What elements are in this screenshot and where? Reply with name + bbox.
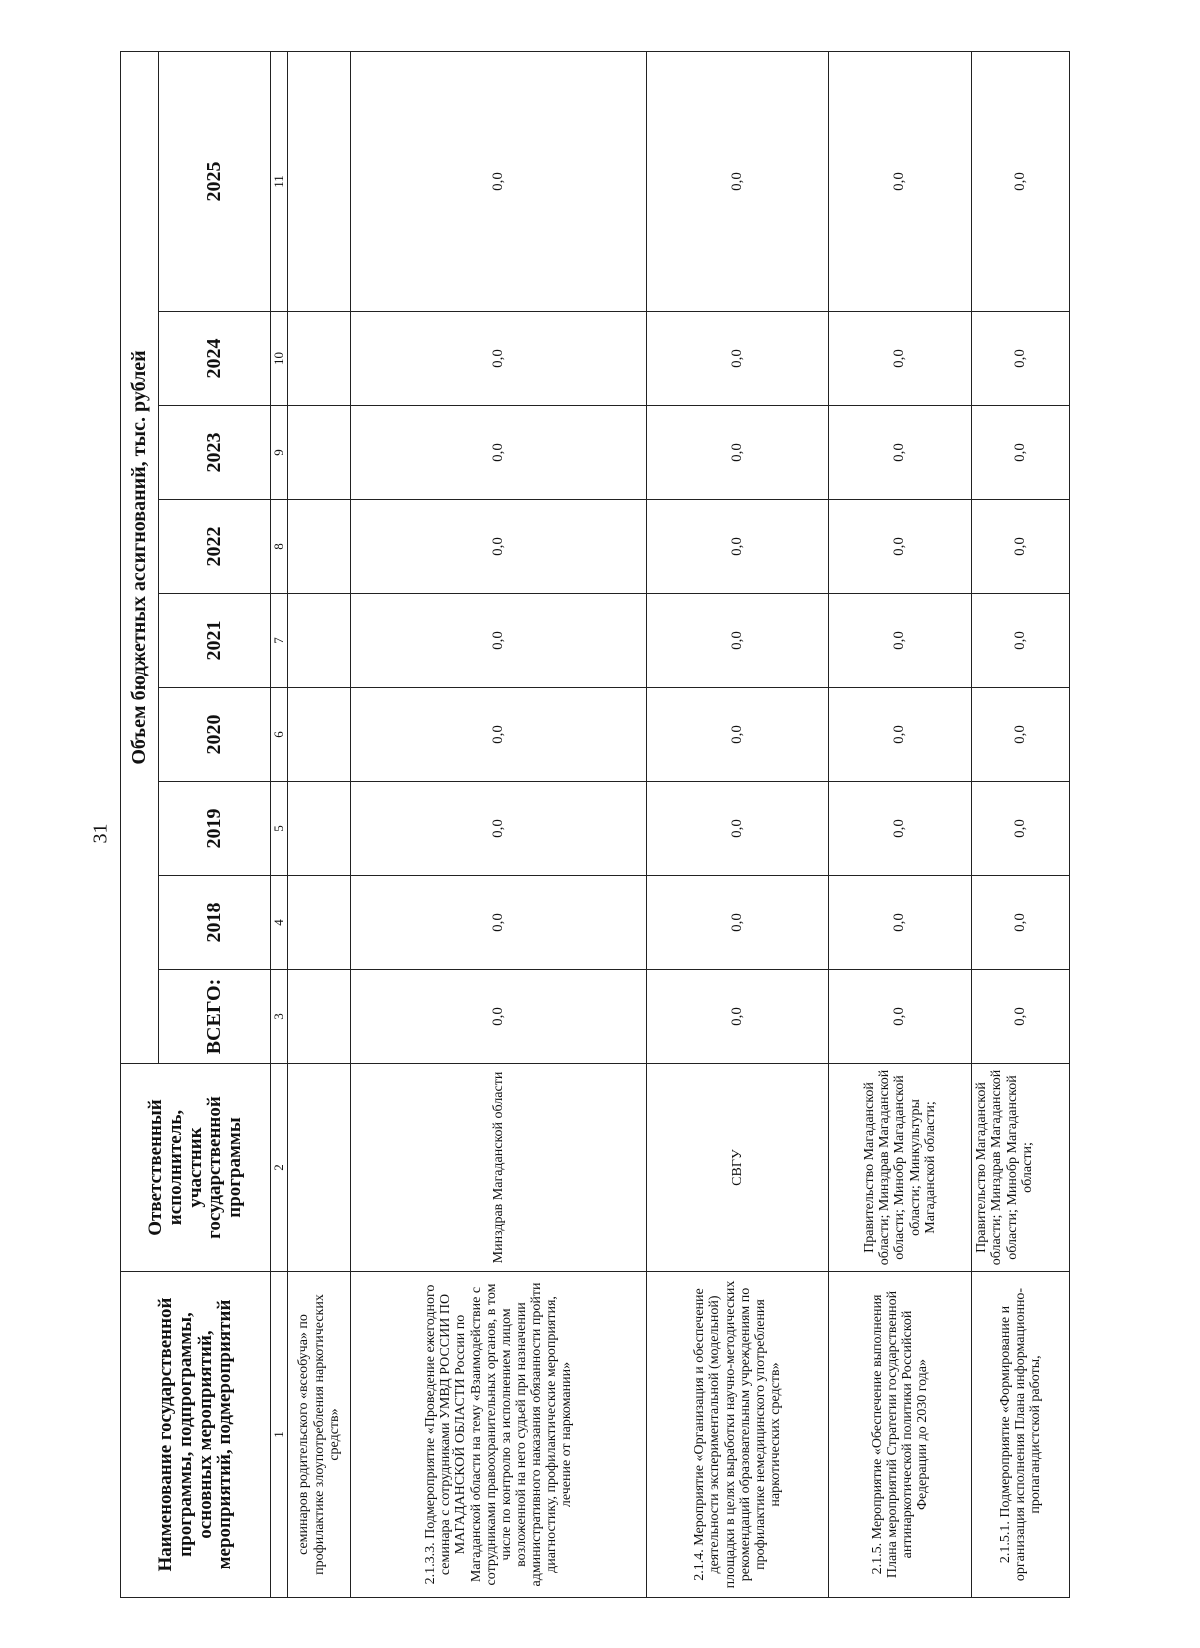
cell-value: 0,0 bbox=[647, 500, 829, 594]
budget-table bbox=[120, 51, 1070, 1598]
table-row bbox=[829, 51, 972, 1597]
cell-value: 0,0 bbox=[829, 406, 972, 500]
col-number: 4 bbox=[271, 876, 288, 970]
cell-value: 0,0 bbox=[647, 688, 829, 782]
cell-value: 0,0 bbox=[971, 594, 1069, 688]
cell-value bbox=[288, 406, 351, 500]
cell-value: 0,0 bbox=[351, 688, 647, 782]
cell-total: 0,0 bbox=[647, 970, 829, 1064]
col-number: 1 bbox=[271, 1272, 288, 1598]
cell-value: 0,0 bbox=[647, 782, 829, 876]
row-responsible: Правительство Магаданской области; Минздрав Магаданской области; Минобр Магаданской области; bbox=[971, 1064, 1069, 1272]
col-number: 11 bbox=[271, 51, 288, 311]
col-number: 2 bbox=[271, 1064, 288, 1272]
cell-value: 0,0 bbox=[647, 312, 829, 406]
cell-value: 0,0 bbox=[829, 500, 972, 594]
col-header-year: 2018 bbox=[159, 876, 271, 970]
col-header-year: 2022 bbox=[159, 500, 271, 594]
cell-value: 0,0 bbox=[829, 782, 972, 876]
cell-value: 0,0 bbox=[829, 688, 972, 782]
cell-value: 0,0 bbox=[829, 312, 972, 406]
cell-value: 0,0 bbox=[829, 876, 972, 970]
cell-value: 0,0 bbox=[351, 51, 647, 311]
cell-value: 0,0 bbox=[971, 312, 1069, 406]
row-name: семинаров родительского «всеобуча» по профилактике злоупотребления наркотических средств» bbox=[288, 1272, 351, 1598]
cell-value: 0,0 bbox=[647, 406, 829, 500]
col-number: 9 bbox=[271, 406, 288, 500]
cell-value: 0,0 bbox=[351, 500, 647, 594]
col-number: 10 bbox=[271, 312, 288, 406]
col-header-year: 2021 bbox=[159, 594, 271, 688]
cell-value: 0,0 bbox=[351, 782, 647, 876]
cell-value: 0,0 bbox=[351, 594, 647, 688]
cell-value: 0,0 bbox=[971, 51, 1069, 311]
col-header-year: 2019 bbox=[159, 782, 271, 876]
cell-value bbox=[288, 312, 351, 406]
cell-value bbox=[288, 688, 351, 782]
cell-value bbox=[288, 51, 351, 311]
cell-value: 0,0 bbox=[971, 500, 1069, 594]
table-row bbox=[351, 51, 647, 1597]
page-number: 31 bbox=[89, 823, 112, 844]
cell-value bbox=[288, 594, 351, 688]
row-responsible bbox=[288, 1064, 351, 1272]
cell-total: 0,0 bbox=[829, 970, 972, 1064]
col-header-year: 2024 bbox=[159, 312, 271, 406]
col-number: 6 bbox=[271, 688, 288, 782]
cell-value: 0,0 bbox=[971, 782, 1069, 876]
col-header-name: Наименование государственной программы, подпрограммы, основных мероприятий, мероприятий, подмероприятий bbox=[121, 1272, 271, 1598]
row-name: 2.1.4. Мероприятие «Организация и обеспечение деятельности экспериментальной (модельной) площадки в целях выработки научно-методических рекомендаций образовательным учреждениям по профилактике немедицинского употребления наркотических средств» bbox=[647, 1272, 829, 1598]
cell-value: 0,0 bbox=[351, 876, 647, 970]
cell-value: 0,0 bbox=[351, 312, 647, 406]
cell-total: 0,0 bbox=[351, 970, 647, 1064]
col-number: 7 bbox=[271, 594, 288, 688]
cell-value bbox=[288, 782, 351, 876]
col-number: 8 bbox=[271, 500, 288, 594]
col-group-budget: Объем бюджетных ассигнований, тыс. рублей bbox=[121, 51, 159, 1063]
row-name: 2.1.5. Мероприятие «Обеспечение выполнения Плана мероприятий Стратегии государственной антинаркотической политики Российской Федерации до 2030 года» bbox=[829, 1272, 972, 1598]
cell-value: 0,0 bbox=[647, 594, 829, 688]
cell-value: 0,0 bbox=[829, 51, 972, 311]
col-header-year: 2025 bbox=[159, 51, 271, 311]
col-header-year: 2023 bbox=[159, 406, 271, 500]
cell-value: 0,0 bbox=[351, 406, 647, 500]
table-row bbox=[971, 51, 1069, 1597]
row-name: 2.1.5.1. Подмероприятие «Формирование и организация исполнения Плана информационно-пропагандистской работы, bbox=[971, 1272, 1069, 1598]
table-row bbox=[288, 51, 351, 1597]
cell-value: 0,0 bbox=[647, 876, 829, 970]
cell-value: 0,0 bbox=[971, 406, 1069, 500]
cell-value: 0,0 bbox=[971, 876, 1069, 970]
cell-total: 0,0 bbox=[971, 970, 1069, 1064]
col-number: 5 bbox=[271, 782, 288, 876]
row-name: 2.1.3.3. Подмероприятие «Проведение ежегодного семинара с сотрудниками УМВД РОССИИ ПО МАГАДАНСКОЙ ОБЛАСТИ России по Магаданской области на тему «Взаимодействие с сотрудниками правоохранительных органов, в том числе по контролю за исполнением лицом возложенной на него судьей при назначении административного наказания обязанности пройти диагностику, профилактические мероприятия, лечение от наркомании» bbox=[351, 1272, 647, 1598]
cell-value bbox=[288, 500, 351, 594]
table-row bbox=[647, 51, 829, 1597]
row-responsible: Правительство Магаданской области; Минздрав Магаданской области; Минобр Магаданской области; Минкультуры Магаданской области; bbox=[829, 1064, 972, 1272]
cell-value bbox=[288, 876, 351, 970]
col-header-total: ВСЕГО: bbox=[159, 970, 271, 1064]
cell-total bbox=[288, 970, 351, 1064]
cell-value: 0,0 bbox=[647, 51, 829, 311]
budget-table-rotated bbox=[120, 52, 1070, 1598]
col-header-year: 2020 bbox=[159, 688, 271, 782]
col-header-responsible: Ответственный исполнитель, участник государственной программы bbox=[121, 1064, 271, 1272]
col-number: 3 bbox=[271, 970, 288, 1064]
cell-value: 0,0 bbox=[971, 688, 1069, 782]
cell-value: 0,0 bbox=[829, 594, 972, 688]
row-responsible: Минздрав Магаданской области bbox=[351, 1064, 647, 1272]
row-responsible: СВГУ bbox=[647, 1064, 829, 1272]
